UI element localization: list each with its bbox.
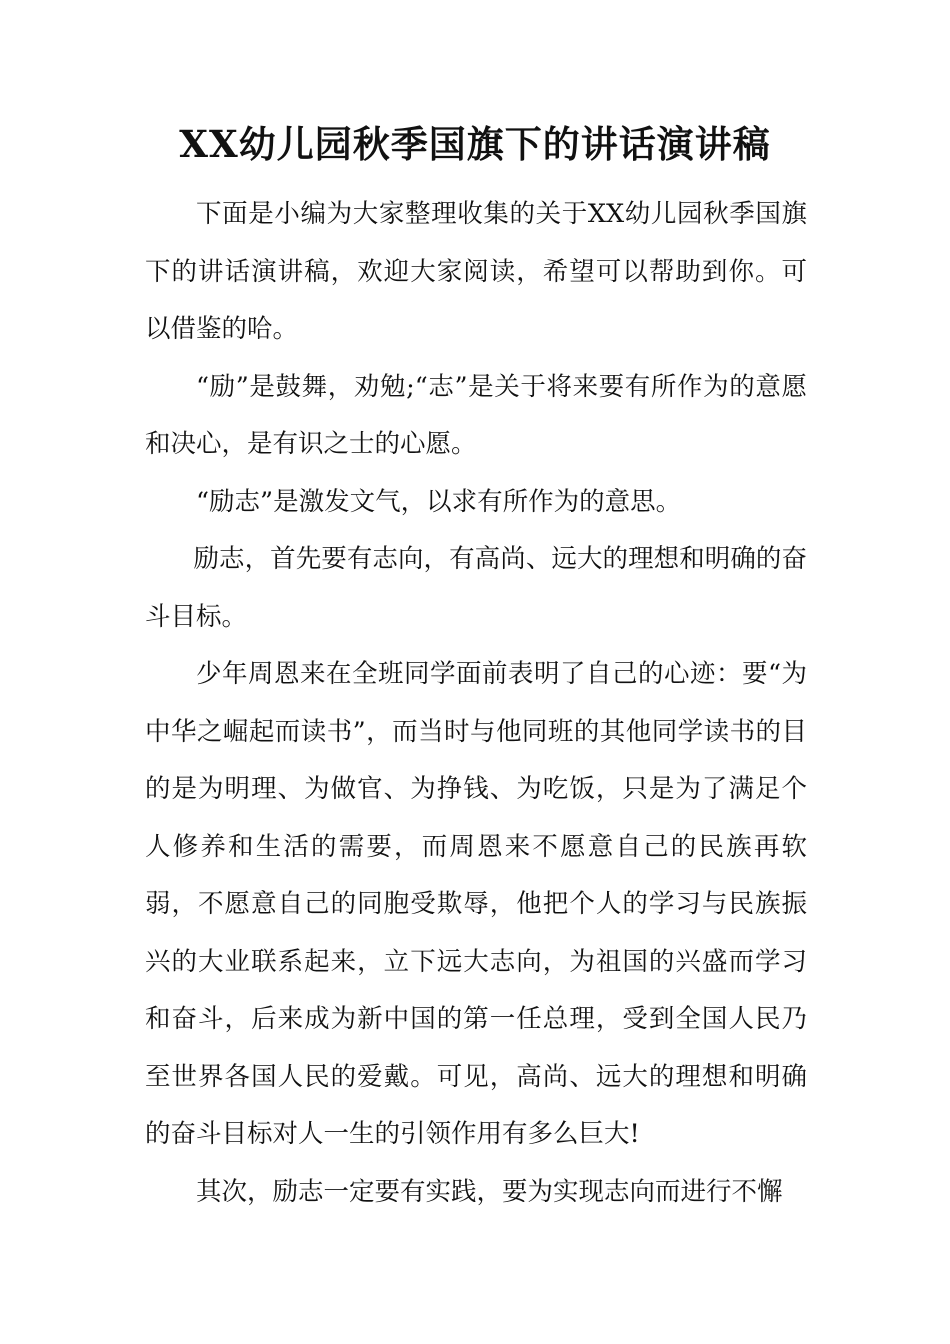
paragraph-aspiration: 励志，首先要有志向，有高尚、远大的理想和明确的奋斗目标。 <box>145 544 807 632</box>
document-title: XX幼儿园秋季国旗下的讲话演讲稿 <box>179 122 771 166</box>
paragraph-lizhi-definition: “励志”是激发文气，以求有所作为的意思。 <box>196 486 682 517</box>
paragraph-intro: 下面是小编为大家整理收集的关于XX幼儿园秋季国旗下的讲话演讲稿，欢迎大家阅读，希望可以帮助到你。可以借鉴的哈。 <box>145 199 807 344</box>
paragraph-zhou-enlai: 少年周恩来在全班同学面前表明了自己的心迹：要“为中华之崛起而读书”，而当时与他同班的其他同学读书的目的是为明理、为做官、为挣钱、为吃饭，只是为了满足个人修养和生活的需要，而周恩来不愿意自己的民族再软弱，不愿意自己的同胞受欺辱，他把个人的学习与民族振兴的大业联系起来，立下远大志向，为祖国的兴盛而学习和奋斗，后来成为新中国的第一任总理，受到全国人民乃至世界各国人民的爱戴。可见，高尚、远大的理想和明确的奋斗目标对人一生的引领作用有多么巨大! <box>145 659 807 1149</box>
paragraph-practice: 其次，励志一定要有实践，要为实现志向而进行不懈 <box>196 1176 783 1207</box>
paragraph-li-definition: “励”是鼓舞，劝勉;“志”是关于将来要有所作为的意愿和决心，是有识之士的心愿。 <box>145 371 807 459</box>
document-body <box>145 186 807 1221</box>
